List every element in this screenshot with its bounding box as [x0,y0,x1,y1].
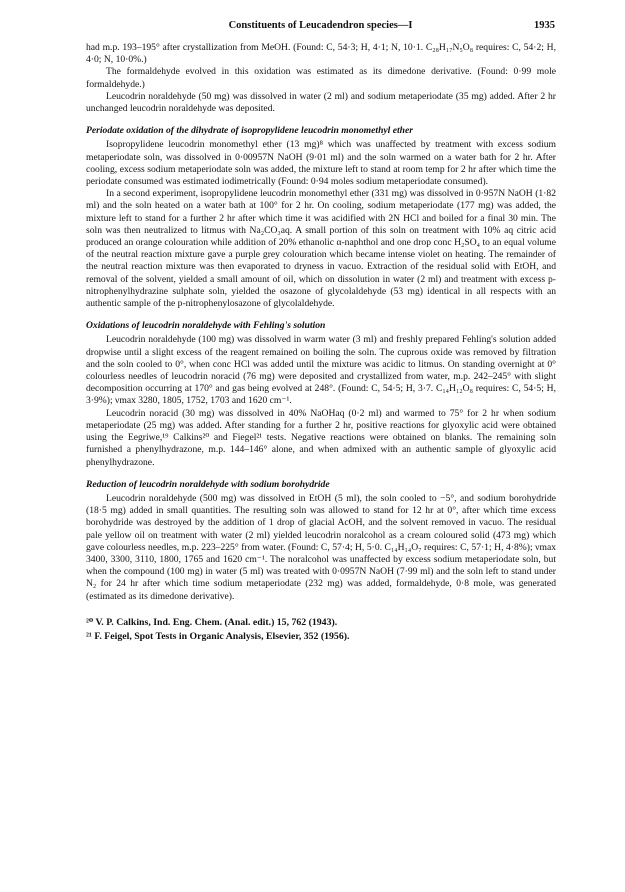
paragraph: Isopropylidene leucodrin monomethyl ether (13 mg)⁸ which was unaffected by treatment with excess sodium metaperiodate soln, was dissolved in 0·00957N NaOH (9·01 ml) and the soln warmed on a water bath for 2 hr. After cooling, excess sodium metaperiodate soln was added, the mixture left to stand at room temp for 2 hr after which time the periodate consumed was estimated iodimetrically (Found: 0·94 moles sodium metaperiodate consumed). [86,139,556,188]
section-heading: Reduction of leucodrin noraldehyde with sodium borohydride [86,478,330,490]
paragraph: Leucodrin noracid (30 mg) was dissolved in 40% NaOHaq (0·2 ml) and warmed to 75° for 2 hr when sodium metaperiodate (25 mg) was added. After standing for a further 2 hr, positive reactions for glyoxylic acid were obtained using the Eegriwe,¹⁹ Calkins²⁰ and Fiegel²¹ tests. Negative reactions were obtained on blanks. The remaining soln furnished a phenylhydrazone, m.p. 144–146° alone, and when admixed with an authentic sample of glyoxylic acid phenylhydrazone. [86,407,556,468]
footnote: ²¹ F. Feigel, Spot Tests in Organic Analysis, Elsevier, 352 (1956). [86,630,350,642]
paragraph: Leucodrin noraldehyde (100 mg) was dissolved in warm water (3 ml) and freshly prepared Fehling's solution added dropwise until a slight excess of the reagent remained on boiling the soln. The cuprous oxide was removed by filtration and the soln cooled to 0°, when conc HCl was added until the mixture was acidic to litmus. On standing overnight at 0° colourless needles of leucodrin noracid (76 mg) were deposited and crystallized from water, m.p. 242–245° with slight decomposition occurring at 170° and gas being evolved at 248°. (Found: C, 54·5; H, 3·7. C₁₄H₁₂O₈ requires: C, 54·5; H, 3·9%); νmax 3280, 1805, 1752, 1703 and 1620 cm⁻¹. [86,334,556,407]
section-heading: Oxidations of leucodrin noraldehyde with Fehling's solution [86,320,326,332]
paragraph: In a second experiment, isopropylidene leucodrin monomethyl ether (331 mg) was dissolved in 0·957N NaOH (1·82 ml) and the soln heated on a water bath at 100° for 2 hr. On cooling, sodium metaperiodate (177 mg) was added, the mixture left to stand for a further 2 hr after which time it was acidified with 2N HCl and boiled for a final 30 min. The soln was then neutralized to litmus with Na₂CO₃aq. A small portion of this soln on treatment with 10% aq citric acid produced an orange colouration while addition of 20% ethanolic α-naphthol and one drop conc H₂SO₄ to an equal volume of the neutral reaction mixture gave a purple grey colouration which became intense violet on heating. The remainder of the neutral reaction mixture was then evaporated to dryness in vacuo. Extraction of the residual solid with EtOH, and removal of the solvent, yielded a small amount of oil, which on dissolution in water (2 ml) and treatment with excess p-nitrophenylhydrazine sulphate soln, yielded the osazone of glycolaldehyde (53 mg) identical in all respects with an authentic sample of the p-nitrophenylosazone of glycolaldehyde. [86,188,556,310]
page-number: 1935 [534,20,555,31]
paragraph: Leucodrin noraldehyde (50 mg) was dissolved in water (2 ml) and sodium metaperiodate (35 mg) added. After 2 hr unchanged leucodrin noraldehyde was deposited. [86,90,556,115]
running-head: Constituents of Leucadendron species—I [228,20,413,31]
paragraph-continued: had m.p. 193–195° after crystallization from MeOH. (Found: C, 54·3; H, 4·1; N, 10·1. C₂₈H₁₇N₅O₈ requires: C, 54·2; H, 4·0; N, 10·0%.) [86,42,556,66]
paragraph: The formaldehyde evolved in this oxidation was estimated as its dimedone derivative. (Found: 0·99 mole formaldehyde.) [86,66,556,90]
paragraph: Leucodrin noraldehyde (500 mg) was dissolved in EtOH (5 ml), the soln cooled to −5°, and sodium borohydride (18·5 mg) added in small quantities. The resulting soln was allowed to stand for 12 hr at 0°, after which time excess borohydride was destroyed by the addition of 1 drop of glacial AcOH, and the solvent removed in vacuo. The residual pale yellow oil on treatment with water (2 ml) yielded leucodrin noralcohol as a cream coloured solid (473 mg) which gave colourless needles, m.p. 223–225° from water. (Found: C, 57·4; H, 5·0. C₁₄H₁₄O₇ requires: C, 57·1; H, 4·8%); νmax 3400, 3300, 3110, 1800, 1765 and 1620 cm⁻¹. The noralcohol was unaffected by excess sodium metaperiodate soln, but when the compound (100 mg) in water (5 ml) was treated with 0·0957N NaOH (7·99 ml) and the soln left to stand under N₂ for 24 hr after which time sodium metaperiodate (232 mg) was added, formaldehyde, 0·8 mole, was generated (estimated as its dimedone derivative). [86,492,556,602]
footnote: ²⁰ V. P. Calkins, Ind. Eng. Chem. (Anal. edit.) 15, 762 (1943). [86,616,338,628]
page-header [86,20,555,36]
section-heading: Periodate oxidation of the dihydrate of isopropylidene leucodrin monomethyl ether [86,125,413,137]
footnotes [86,617,556,643]
page-body [86,42,556,645]
